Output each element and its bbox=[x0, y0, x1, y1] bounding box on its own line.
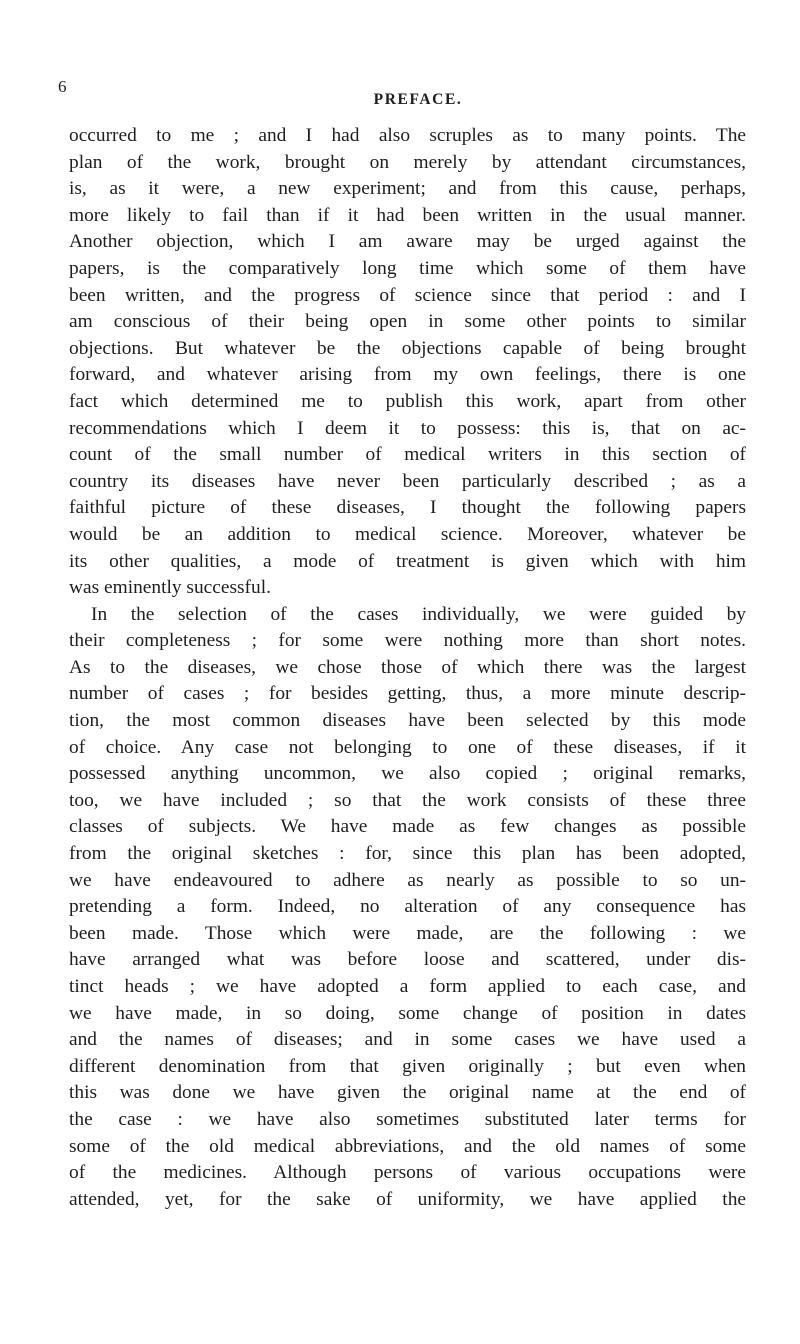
body-text bbox=[69, 123, 746, 1213]
text-line: objections. But whatever be the objections capable of being brought bbox=[69, 337, 746, 359]
text-line: of choice. Any case not belonging to one of these diseases, if it bbox=[69, 736, 746, 758]
text-line: number of cases ; for besides getting, thus, a more minute descrip- bbox=[69, 683, 746, 705]
running-head: PREFACE. bbox=[373, 91, 463, 108]
text-line: this was done we have given the original name at the end of bbox=[69, 1082, 746, 1104]
text-line: possessed anything uncommon, we also copied ; original remarks, bbox=[69, 763, 746, 785]
text-line: As to the diseases, we chose those of which there was the largest bbox=[69, 656, 746, 678]
text-line: occurred to me ; and I had also scruples as to many points. The bbox=[69, 125, 746, 146]
text-line: of the medicines. Although persons of various occupations were bbox=[69, 1162, 746, 1184]
text-line: its other qualities, a mode of treatment is given which with him bbox=[69, 550, 746, 572]
text-line: from the original sketches : for, since this plan has been adopted, bbox=[69, 843, 746, 865]
text-line: count of the small number of medical writers in this section of bbox=[69, 444, 746, 466]
text-line: am conscious of their being open in some other points to similar bbox=[69, 311, 746, 333]
text-line: recommendations which I deem it to possess: this is, that on ac- bbox=[69, 417, 746, 439]
text-line: is, as it were, a new experiment; and from this cause, perhaps, bbox=[69, 178, 746, 200]
text-line: tion, the most common diseases have been selected by this mode bbox=[69, 710, 746, 732]
text-line: been written, and the progress of science since that period : and I bbox=[69, 284, 746, 306]
text-line: classes of subjects. We have made as few changes as possible bbox=[69, 816, 746, 838]
text-line: tinct heads ; we have adopted a form applied to each case, and bbox=[69, 976, 746, 997]
text-line: country its diseases have never been particularly described ; as a bbox=[69, 470, 746, 492]
text-line: too, we have included ; so that the work consists of these three bbox=[69, 789, 746, 811]
text-line: plan of the work, brought on merely by attendant circumstances, bbox=[69, 151, 746, 173]
text-line: pretending a form. Indeed, no alteration of any consequence has bbox=[69, 896, 746, 918]
text-line: the case : we have also sometimes substituted later terms for bbox=[69, 1108, 746, 1130]
text-line: we have made, in so doing, some change of position in dates bbox=[69, 1002, 746, 1024]
text-line: fact which determined me to publish this work, apart from other bbox=[69, 390, 746, 412]
text-line: papers, is the comparatively long time which some of them have bbox=[69, 257, 746, 279]
text-line: Another objection, which I am aware may be urged against the bbox=[69, 231, 746, 253]
text-line: forward, and whatever arising from my own feelings, there is one bbox=[69, 364, 746, 386]
text-line: we have endeavoured to adhere as nearly as possible to so un- bbox=[69, 869, 746, 891]
text-line: been made. Those which were made, are the following : we bbox=[69, 922, 746, 944]
text-line: was eminently successful. bbox=[69, 577, 271, 599]
text-line: In the selection of the cases individually, we were guided by bbox=[91, 603, 746, 625]
text-line: different denomination from that given originally ; but even when bbox=[69, 1055, 746, 1077]
page-number: 6 bbox=[58, 77, 67, 96]
text-line: and the names of diseases; and in some cases we have used a bbox=[69, 1029, 746, 1051]
text-line: more likely to fail than if it had been written in the usual manner. bbox=[69, 204, 746, 226]
text-line: have arranged what was before loose and scattered, under dis- bbox=[69, 949, 746, 971]
text-line: would be an addition to medical science. Moreover, whatever be bbox=[69, 523, 746, 545]
text-line: their completeness ; for some were nothing more than short notes. bbox=[69, 630, 746, 652]
text-line: faithful picture of these diseases, I thought the following papers bbox=[69, 497, 746, 519]
text-line: some of the old medical abbreviations, and the old names of some bbox=[69, 1135, 746, 1157]
text-line: attended, yet, for the sake of uniformity, we have applied the bbox=[69, 1188, 746, 1210]
